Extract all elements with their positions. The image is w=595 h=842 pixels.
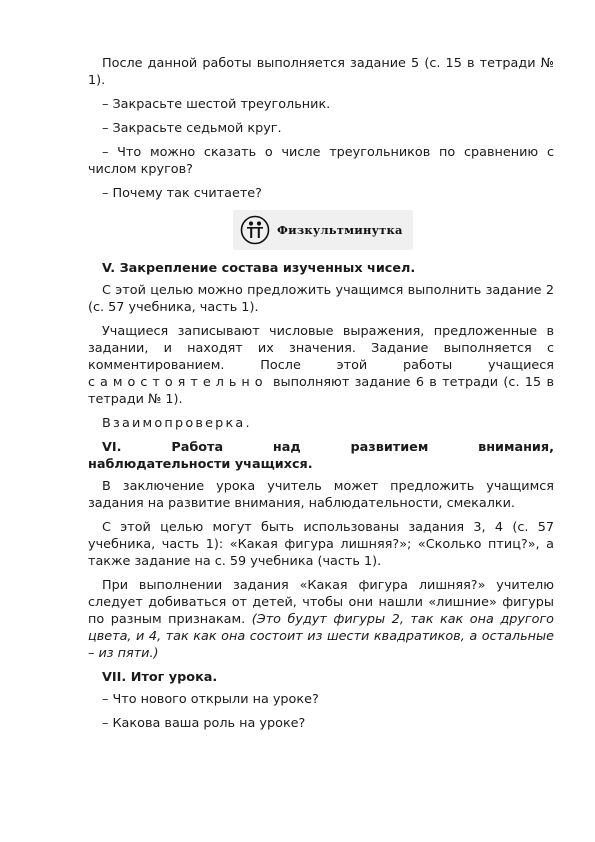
section-6-heading-line-2: наблюдательности учащихся.: [88, 457, 313, 472]
section-7-question-1: – Что нового открыли на уроке?: [102, 692, 319, 707]
question-circle: – Закрасьте седьмой круг.: [102, 121, 282, 136]
section-5-paragraph-1: С этой целью можно предложить учащимся выполнить задание 2 (с. 57 учебника, часть 1).: [88, 283, 554, 315]
section-6-italic-answer: (Это будут фигуры 2, так как она другого цвета, и 4, так как она состоит из шести квадратиков, а остальные – из пяти.): [88, 612, 555, 661]
question-triangle: – Закрасьте шестой треугольник.: [102, 97, 331, 112]
section-5-paragraph-2: Учащиеся записывают числовые выражения, предложенные в задании, и находят их значения. Задание выполняется с комментированием. После этой работы учащиеся самостоятельно выполняют задание 6 в тетради (с. 15 в тетради № 1).: [88, 324, 554, 407]
section-7-heading: VII. Итог урока.: [102, 670, 218, 685]
section-5-peer-check: Взаимопроверка.: [102, 416, 252, 431]
section-6-paragraph-2: С этой целью могут быть использованы задания 3, 4 (с. 57 учебника, часть 1): «Какая фигура лишняя?»; «Сколько птиц?», а также задание на с. 59 учебника (часть 1).: [88, 520, 554, 569]
document-page: [88, 55, 554, 739]
section-6-paragraph-1: В заключение урока учитель может предложить учащимся задания на развитие внимания, наблюдательности, смекалки.: [88, 479, 554, 511]
people-figures-icon: [233, 210, 277, 250]
section-5-heading: V. Закрепление состава изученных чисел.: [102, 261, 416, 276]
section-6-heading-line-1: VI. Работа над развитием внимания,: [102, 440, 554, 455]
section-6-paragraph-3: При выполнении задания «Какая фигура лишняя?» учителю следует добиваться от детей, чтобы они нашли «лишние» фигуры по разным признакам. (Это будут фигуры 2, так как она другого цвета, и 4, так как она состоит из шести квадратиков, а остальные – из пяти.): [88, 578, 555, 661]
paragraph-task5: После данной работы выполняется задание 5 (с. 15 в тетради № 1).: [88, 56, 554, 88]
banner-label: Физкультминутка: [277, 222, 403, 237]
section-7-question-2: – Какова ваша роль на уроке?: [102, 716, 306, 731]
physical-break-banner: [233, 210, 413, 250]
question-compare: – Что можно сказать о числе треугольников по сравнению с числом кругов?: [88, 145, 554, 177]
question-why: – Почему так считаете?: [102, 186, 262, 201]
